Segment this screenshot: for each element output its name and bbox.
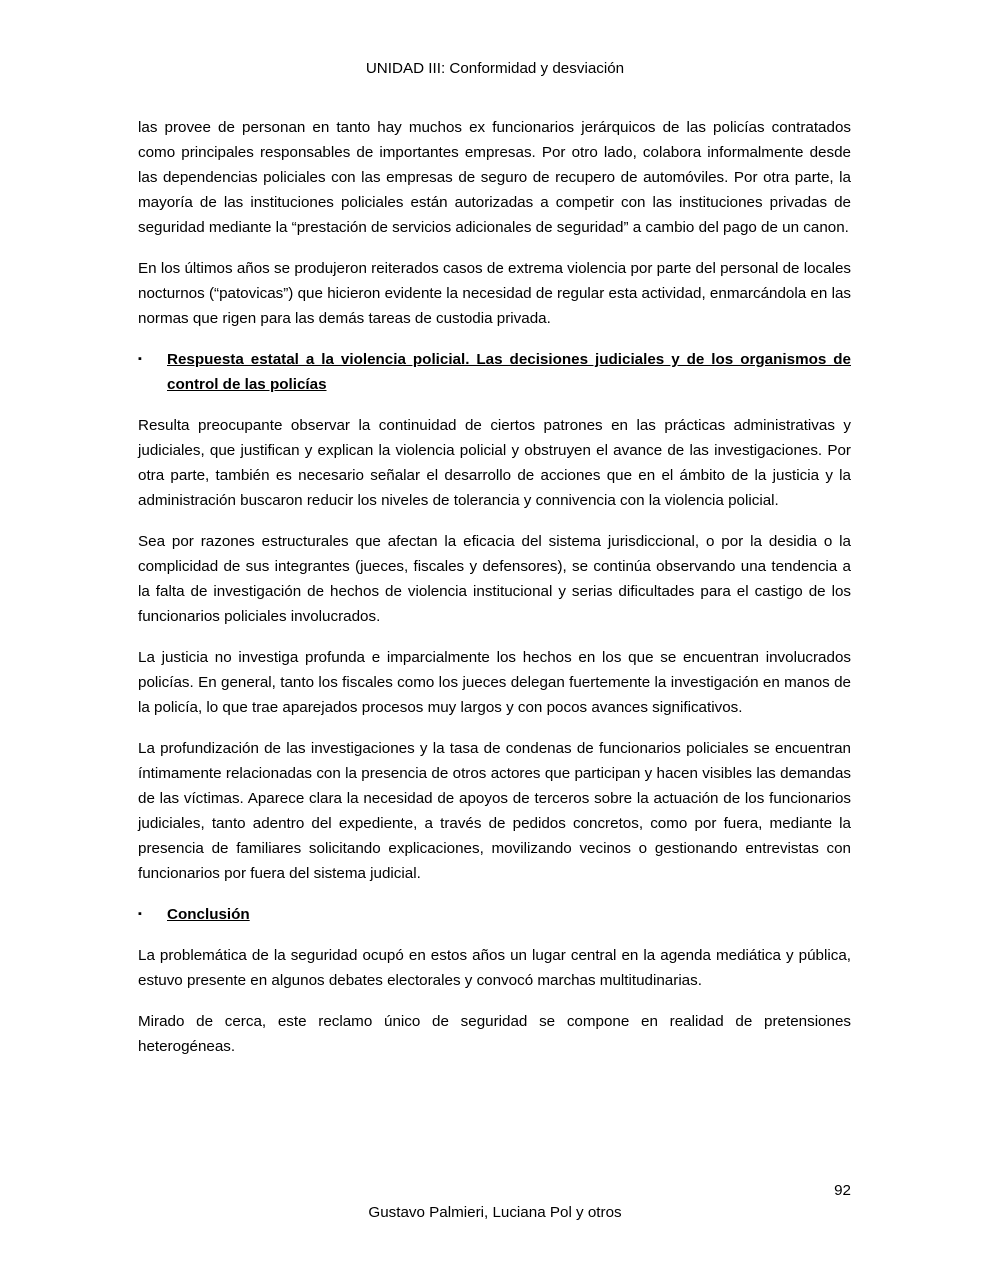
paragraph: Mirado de cerca, este reclamo único de seguridad se compone en realidad de pretensiones heterogéneas. [138,1013,851,1055]
paragraph: las provee de personan en tanto hay muchos ex funcionarios jerárquicos de las policías contratados como principales responsables de importantes empresas. Por otro lado, colabora informalmente desde las dependencias policiales con las empresas de seguro de recupero de automóviles. Por otra parte, la mayoría de las instituciones policiales están autorizadas a competir con las instituciones privadas de seguridad mediante la “prestación de servicios adicionales de seguridad” a cambio del pago de un canon. [138,119,851,236]
page-number: 92 [834,1182,851,1199]
square-bullet-icon: ▪ [138,353,142,365]
paragraph: La problemática de la seguridad ocupó en estos años un lugar central en la agenda mediática y pública, estuvo presente en algunos debates electorales y convocó marchas multitudinarias. [138,947,851,989]
running-header: UNIDAD III: Conformidad y desviación [365,60,625,77]
paragraph: La justicia no investiga profunda e imparcialmente los hechos en los que se encuentran involucrados policías. En general, tanto los fiscales como los jueces delegan fuertemente la investigación en manos de la policía, lo que trae aparejados procesos muy largos y con pocos avances significativos. [138,649,851,716]
section-heading [138,902,851,927]
section-heading-text: Respuesta estatal a la violencia policial. Las decisiones judiciales y de los organismos de control de las policías [167,351,851,393]
paragraph: La profundización de las investigaciones y la tasa de condenas de funcionarios policiales se encuentran íntimamente relacionadas con la presencia de otros actores que participan y hacen visibles las demandas de las víctimas. Aparece clara la necesidad de apoyos de terceros sobre la actuación de los funcionarios judiciales, tanto adentro del expediente, a través de pedidos concretos, como por fuera, mediante la presencia de familiares solicitando explicaciones, movilizando vecinos o gestionando entrevistas con funcionarios por fuera del sistema judicial. [138,740,851,882]
paragraph: En los últimos años se produjeron reiterados casos de extrema violencia por parte del personal de locales nocturnos (“patovicas”) que hicieron evidente la necesidad de regular esta actividad, enmarcándola en las normas que rigen para las demás tareas de custodia privada. [138,260,851,327]
section-heading-text: Conclusión [167,906,250,923]
section-heading [138,347,851,397]
square-bullet-icon: ▪ [138,908,142,920]
running-footer: Gustavo Palmieri, Luciana Pol y otros [368,1204,622,1221]
paragraph: Resulta preocupante observar la continuidad de ciertos patrones en las prácticas administrativas y judiciales, que justifican y explican la violencia policial y obstruyen el avance de las investigaciones. Por otra parte, también es necesario señalar el desarrollo de acciones que en el ámbito de la justicia y la administración buscaron reducir los niveles de tolerancia y connivencia con la violencia policial. [138,417,851,509]
paragraph: Sea por razones estructurales que afectan la eficacia del sistema jurisdiccional, o por la desidia o la complicidad de sus integrantes (jueces, fiscales y defensores), se continúa observando una tendencia a la falta de investigación de hechos de violencia institucional y serias dificultades para el castigo de los funcionarios policiales involucrados. [138,533,851,625]
document-body [138,115,851,1075]
